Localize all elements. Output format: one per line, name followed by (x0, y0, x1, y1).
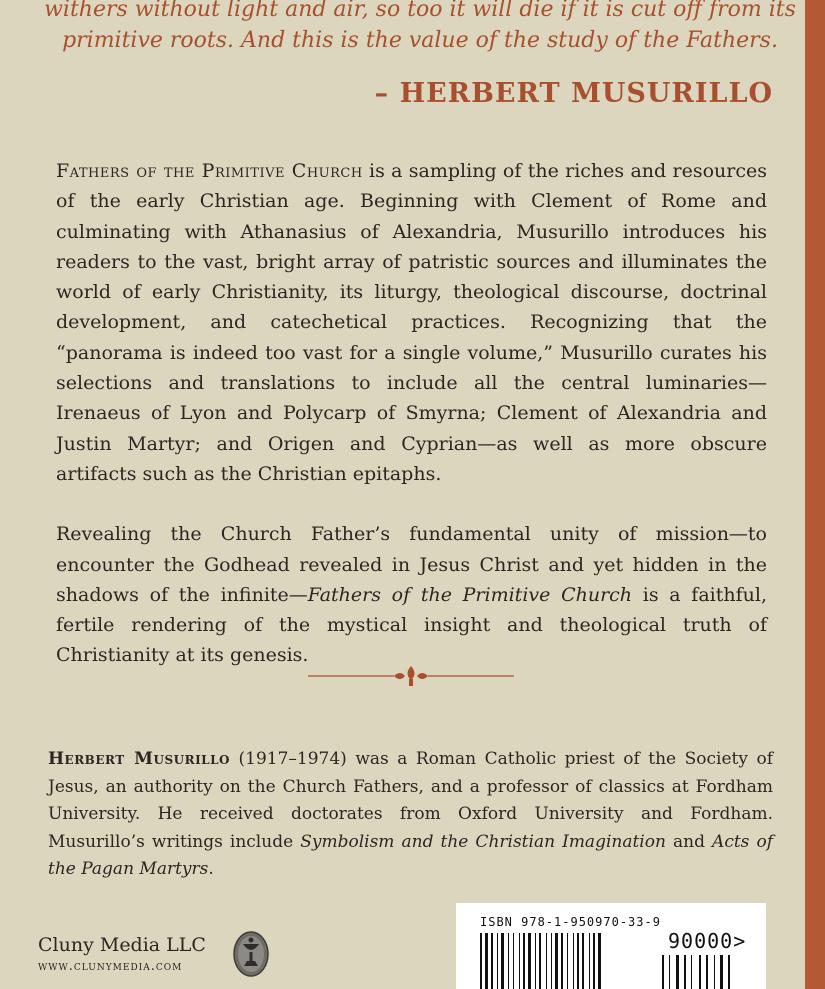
description-paragraph-2 (56, 519, 767, 670)
quote-line-1: withers without light and air, so too it will die if it is cut off from its (44, 0, 796, 22)
chalice-logo-icon (232, 930, 270, 978)
fleuron-divider-icon (308, 664, 514, 688)
description-text-2a: Revealing the Church Father’s fundamental unity of mission—to encounter the Godhead revealed in Jesus Christ and yet hidden in the shadows of the infinite— (56, 523, 767, 606)
book-title-smallcaps: Fathers of the Primitive Church (56, 160, 363, 182)
quote-attribution: – HERBERT MUSURILLO (374, 78, 773, 109)
epigraph-quote (40, 0, 800, 56)
bio-text-end: . (208, 859, 214, 879)
barcode-bars (456, 903, 766, 989)
author-name: Herbert Musurillo (48, 749, 231, 769)
book-title-italic: Fathers of the Primitive Church (307, 583, 633, 606)
author-bio (48, 746, 773, 884)
book-title-acts: Acts of the Pagan Martyrs (48, 831, 773, 879)
quote-line-2: primitive roots. And this is the value of the study of the Fathers. (62, 28, 778, 53)
book-title-symbolism: Symbolism and the Christian Imagination (300, 831, 666, 852)
description-paragraph-1 (56, 156, 767, 489)
publisher-name: Cluny Media LLC (38, 934, 206, 956)
description-text-1: is a sampling of the riches and resources of the early Christian age. Beginning with Clement of Rome and culminating with Athanasius of Alexandria, Musurillo introduces his readers to the vast, bright array of patristic sources and illuminates the world of early Christianity, its liturgy, theological discourse, doctrinal development, and catechetical practices. Recognizing that the “panorama is indeed too vast for a single volume,” Musurillo curates his selections and translations to include all the central luminaries—Irenaeus of Lyon and Polycarp of Smyrna; Clement of Alexandria and Justin Martyr; and Origen and Cyprian—as well as more obscure artifacts such as the Christian epitaphs. (56, 160, 767, 485)
book-description (56, 156, 767, 671)
bio-paragraph (48, 746, 773, 884)
price-code: 90000> (668, 929, 747, 953)
isbn-number: ISBN 978-1-950970-33-9 (480, 915, 661, 929)
bio-text-and: and (665, 831, 713, 852)
isbn-barcode (456, 903, 766, 989)
bio-text-1: (1917–1974) was a Roman Catholic priest of the Society of Jesus, an authority on the Church Fathers, and a professor of classics at Fordham University. He received doctorates from Oxford University and Fordham. Musurillo’s writings include (48, 749, 773, 852)
spine-stripe (805, 0, 825, 989)
publisher-url: www.clunymedia.com (38, 959, 183, 974)
description-text-2b: is a faithful, fertile rendering of the mystical insight and theological truth of Christianity at its genesis. (56, 583, 767, 667)
